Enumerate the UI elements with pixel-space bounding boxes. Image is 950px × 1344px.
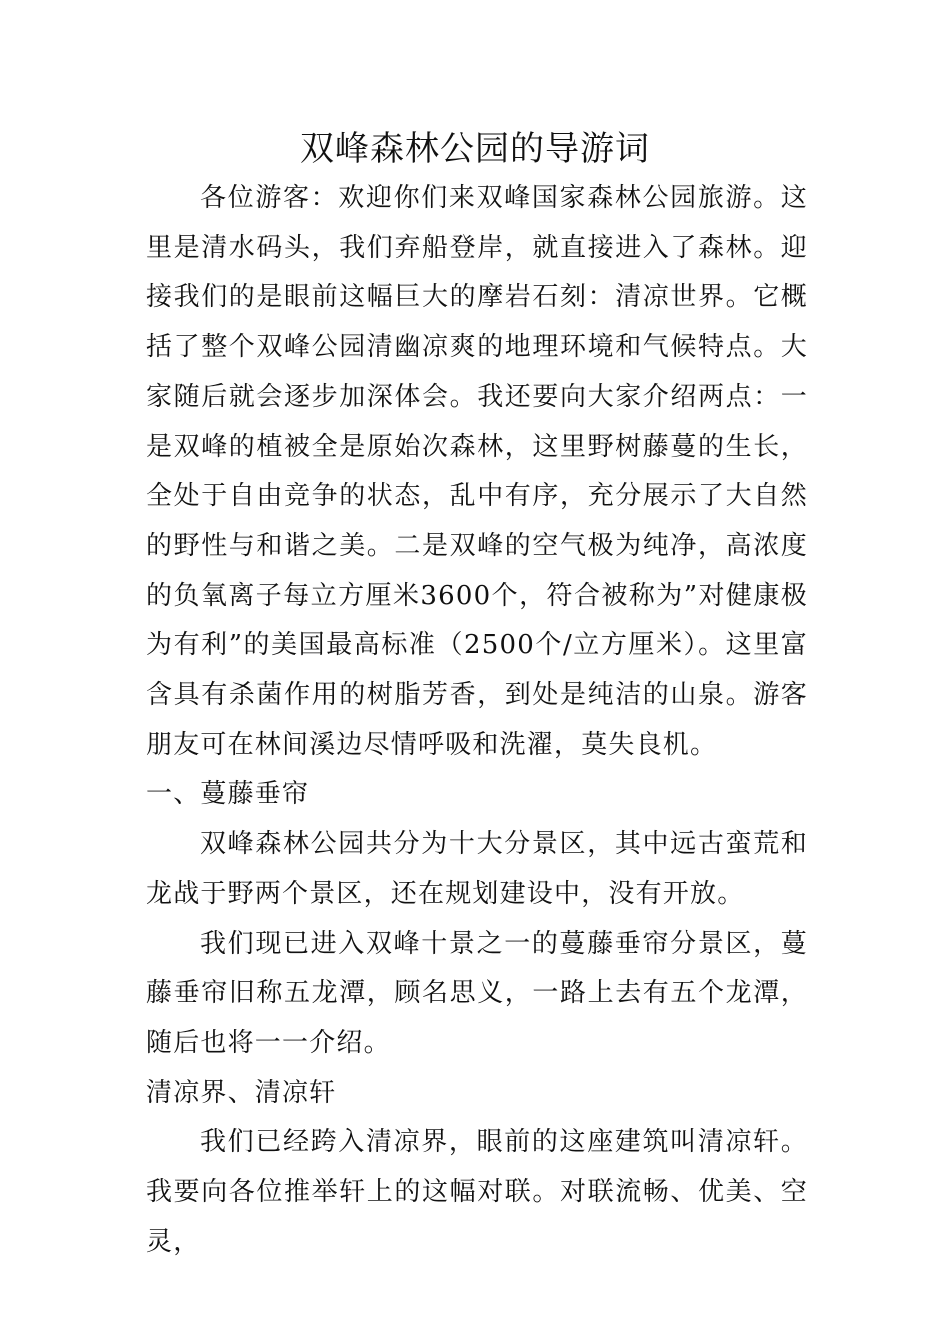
document-title: 双峰森林公园的导游词 (300, 129, 650, 169)
section-heading-qingliangjie: 清凉界、清凉轩 (146, 1077, 337, 1108)
document-body (146, 174, 808, 1267)
section-heading-mantengchuilian: 一、蔓藤垂帘 (146, 779, 310, 810)
paragraph-wulongtan: 我们现已进入双峰十景之一的蔓藤垂帘分景区，蔓藤垂帘旧称五龙潭，顾名思义，一路上去有五个龙潭，随后也将一一介绍。 (146, 928, 808, 1058)
paragraph-scenic-areas: 双峰森林公园共分为十大分景区，其中远古蛮荒和龙战于野两个景区，还在规划建设中，没有开放。 (146, 829, 808, 909)
paragraph-intro: 各位游客：欢迎你们来双峰国家森林公园旅游。这里是清水码头，我们弃船登岸，就直接进入了森林。迎接我们的是眼前这幅巨大的摩岩石刻：清凉世界。它概括了整个双峰公园清幽凉爽的地理环境和气候特点。大家随后就会逐步加深体会。我还要向大家介绍两点：一是双峰的植被全是原始次森林，这里野树藤蔓的生长，全处于自由竞争的状态，乱中有序，充分展示了大自然的野性与和谐之美。二是双峰的空气极为纯净，高浓度的负氧离子每立方厘米3600个，符合被称为”对健康极为有利”的美国最高标准（2500个/立方厘米）。这里富含具有杀菌作用的树脂芳香，到处是纯洁的山泉。游客朋友可在林间溪边尽情呼吸和洗濯，莫失良机。 (146, 183, 808, 760)
paragraph-qingliangxuan: 我们已经跨入清凉界，眼前的这座建筑叫清凉轩。我要向各位推举轩上的这幅对联。对联流畅、优美、空灵， (146, 1127, 808, 1257)
